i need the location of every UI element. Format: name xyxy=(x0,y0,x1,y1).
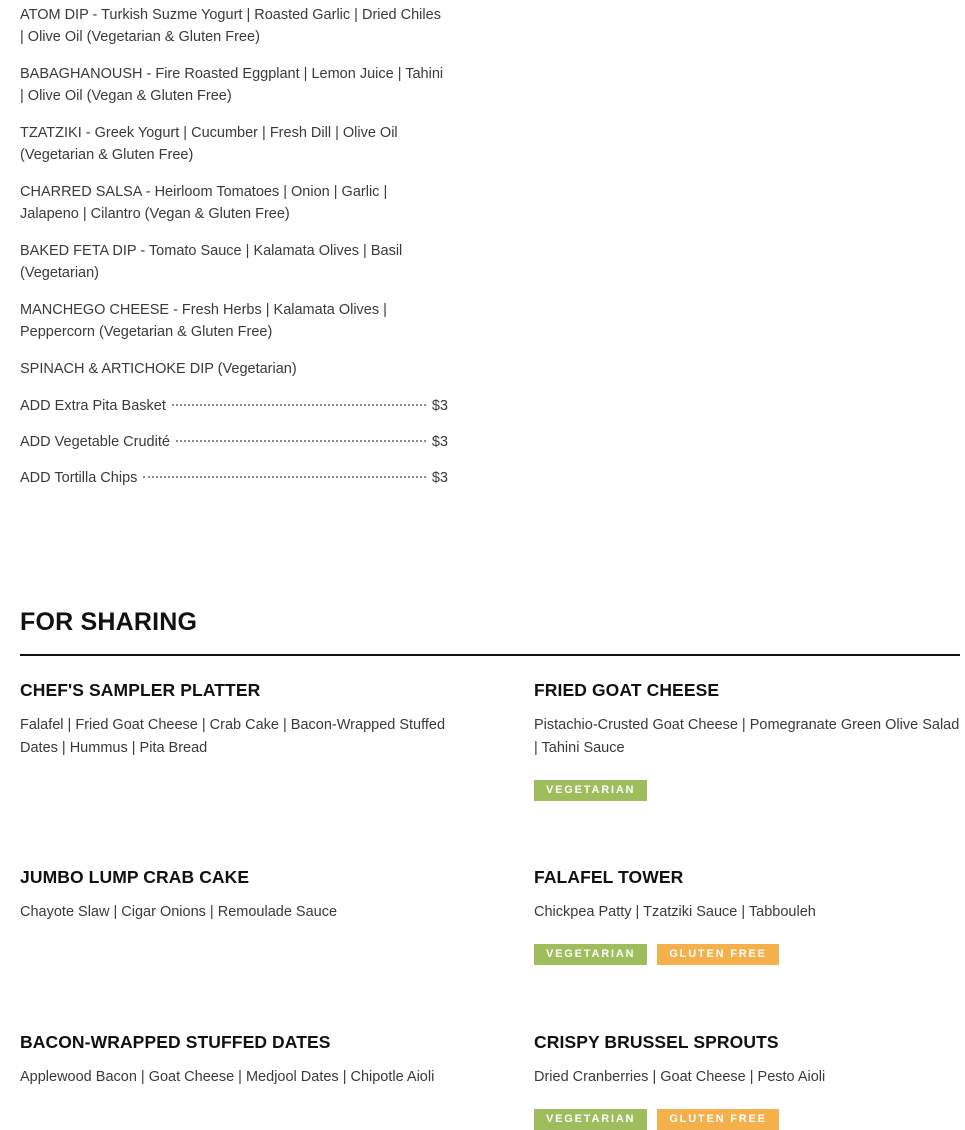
menu-item-fried-goat-cheese xyxy=(534,678,962,801)
item-description: Chayote Slaw | Cigar Onions | Remoulade Sauce xyxy=(20,904,338,920)
gluten-free-badge: GLUTEN FREE xyxy=(657,944,778,965)
item-tags xyxy=(534,1109,962,1130)
item-description: Pistachio-Crusted Goat Cheese | Pomegranate Green Olive Salad | Tahini Sauce xyxy=(534,717,960,756)
addon-price: $3 xyxy=(431,398,448,414)
dip-item-baked-feta: BAKED FETA DIP - Tomato Sauce | Kalamata Olives | Basil (Vegetarian) xyxy=(20,243,403,281)
item-title: JUMBO LUMP CRAB CAKE xyxy=(20,867,250,887)
addon-pita-basket xyxy=(20,395,448,417)
item-description: Falafel | Fried Goat Cheese | Crab Cake | Bacon-Wrapped Stuffed Dates | Hummus | Pita Bread xyxy=(20,717,446,756)
addon-vegetable-crudite xyxy=(20,431,448,453)
dip-list xyxy=(20,4,448,503)
addon-label: ADD Tortilla Chips xyxy=(20,470,138,486)
menu-item-stuffed-dates xyxy=(20,1030,448,1089)
item-description: Chickpea Patty | Tzatziki Sauce | Tabbouleh xyxy=(534,904,816,920)
dip-item-spinach-artichoke: SPINACH & ARTICHOKE DIP (Vegetarian) xyxy=(20,361,297,377)
dot-leader xyxy=(172,404,426,406)
addon-label: ADD Vegetable Crudité xyxy=(20,434,170,450)
item-title: CHEF'S SAMPLER PLATTER xyxy=(20,680,261,700)
addon-tortilla-chips xyxy=(20,467,448,489)
dip-item-atom: ATOM DIP - Turkish Suzme Yogurt | Roasted Garlic | Dried Chiles | Olive Oil (Vegetarian & Gluten Free) xyxy=(20,7,441,45)
item-title: FRIED GOAT CHEESE xyxy=(534,680,720,700)
menu-item-brussel-sprouts xyxy=(534,1030,962,1130)
vegetarian-badge: VEGETARIAN xyxy=(534,1109,647,1130)
gluten-free-badge: GLUTEN FREE xyxy=(657,1109,778,1130)
addon-label: ADD Extra Pita Basket xyxy=(20,398,166,414)
menu-item-falafel-tower xyxy=(534,865,962,965)
vegetarian-badge: VEGETARIAN xyxy=(534,944,647,965)
dip-item-charred-salsa: CHARRED SALSA - Heirloom Tomatoes | Onion | Garlic | Jalapeno | Cilantro (Vegan & Gluten Free) xyxy=(20,184,388,222)
item-tags xyxy=(534,780,962,801)
menu-item-chefs-sampler xyxy=(20,678,448,760)
menu-item-crab-cake xyxy=(20,865,448,924)
dot-leader xyxy=(143,476,425,478)
item-title: BACON-WRAPPED STUFFED DATES xyxy=(20,1032,331,1052)
vegetarian-badge: VEGETARIAN xyxy=(534,780,647,801)
item-tags xyxy=(534,944,962,965)
item-title: CRISPY BRUSSEL SPROUTS xyxy=(534,1032,779,1052)
dip-item-manchego: MANCHEGO CHEESE - Fresh Herbs | Kalamata Olives | Peppercorn (Vegetarian & Gluten Free) xyxy=(20,302,387,340)
dot-leader xyxy=(176,440,426,442)
addon-price: $3 xyxy=(431,470,448,486)
item-description: Dried Cranberries | Goat Cheese | Pesto Aioli xyxy=(534,1069,826,1085)
item-description: Applewood Bacon | Goat Cheese | Medjool Dates | Chipotle Aioli xyxy=(20,1069,435,1085)
item-title: FALAFEL TOWER xyxy=(534,867,684,887)
section-divider xyxy=(20,654,960,656)
dip-item-babaghanoush: BABAGHANOUSH - Fire Roasted Eggplant | Lemon Juice | Tahini | Olive Oil (Vegan & Gluten Free) xyxy=(20,66,444,104)
section-title: FOR SHARING xyxy=(20,608,198,636)
dip-item-tzatziki: TZATZIKI - Greek Yogurt | Cucumber | Fresh Dill | Olive Oil (Vegetarian & Gluten Free) xyxy=(20,125,398,163)
addon-price: $3 xyxy=(431,434,448,450)
